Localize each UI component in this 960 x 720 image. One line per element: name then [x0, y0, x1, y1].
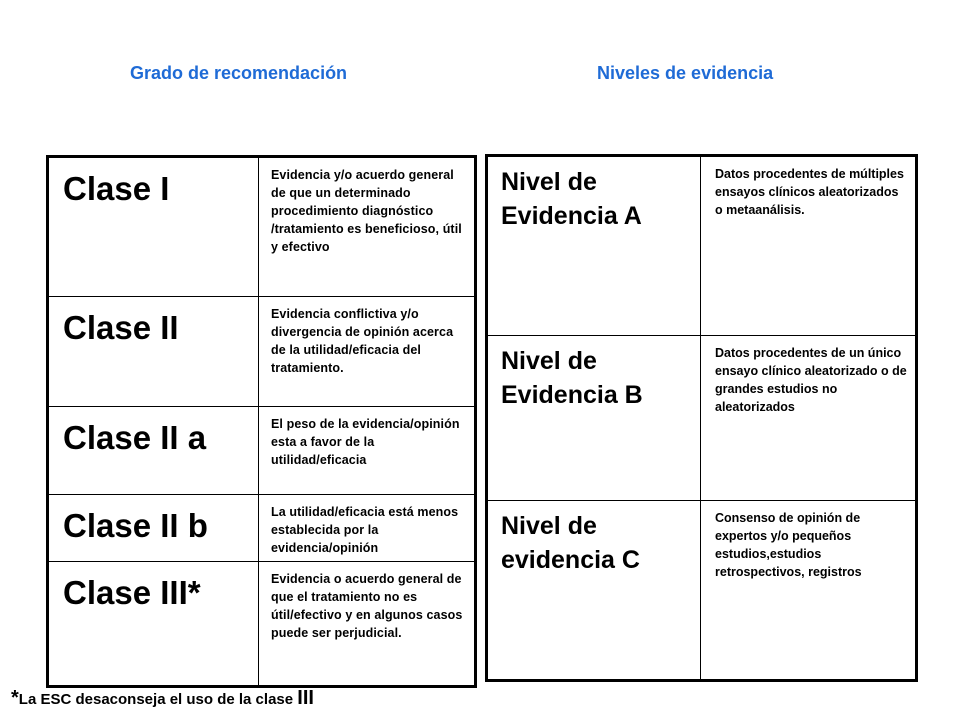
footnote-text: La ESC desaconseja el uso de la clase [18, 691, 298, 708]
table-row [48, 157, 476, 297]
class-description: Evidencia y/o acuerdo general de que un determinado procedimiento diagnóstico /tratamiento es beneficioso, útil y efectivo [259, 157, 476, 297]
class-description: La utilidad/eficacia está menos establecida por la evidencia/opinión [259, 495, 476, 562]
class-label: Clase II b [48, 495, 259, 562]
level-description: Datos procedentes de un único ensayo clínico aleatorizado o de grandes estudios no aleatorizados [701, 336, 917, 501]
evidence-level-table [485, 154, 918, 682]
class-description: Evidencia o acuerdo general de que el tratamiento no es útil/efectivo y en algunos casos puede ser perjudicial. [259, 562, 476, 687]
table-row [48, 407, 476, 495]
class-label: Clase II [48, 297, 259, 407]
table-row [487, 501, 917, 681]
recommendation-grade-heading: Grado de recomendación [130, 63, 348, 83]
class-description: El peso de la evidencia/opinión esta a favor de la utilidad/eficacia [259, 407, 476, 495]
class-label: Clase II a [48, 407, 259, 495]
recommendation-class-table [46, 155, 477, 688]
table-row [48, 297, 476, 407]
table-row [48, 495, 476, 562]
footnote [11, 687, 314, 710]
footnote-class-ref: III [297, 687, 314, 709]
evidence-levels-heading: Niveles de evidencia [597, 63, 774, 83]
level-description: Datos procedentes de múltiples ensayos clínicos aleatorizados o metaanálisis. [701, 156, 917, 336]
class-description: Evidencia conflictiva y/o divergencia de opinión acerca de la utilidad/eficacia del tratamiento. [259, 297, 476, 407]
table-row [48, 562, 476, 687]
level-label: Nivel de Evidencia B [487, 336, 701, 501]
class-label: Clase III* [48, 562, 259, 687]
level-description: Consenso de opinión de expertos y/o pequeños estudios,estudios retrospectivos, registros [701, 501, 917, 681]
level-label: Nivel de evidencia C [487, 501, 701, 681]
level-label: Nivel de Evidencia A [487, 156, 701, 336]
class-label: Clase I [48, 157, 259, 297]
footnote-asterisk: * [11, 687, 19, 709]
table-row [487, 336, 917, 501]
table-row [487, 156, 917, 336]
